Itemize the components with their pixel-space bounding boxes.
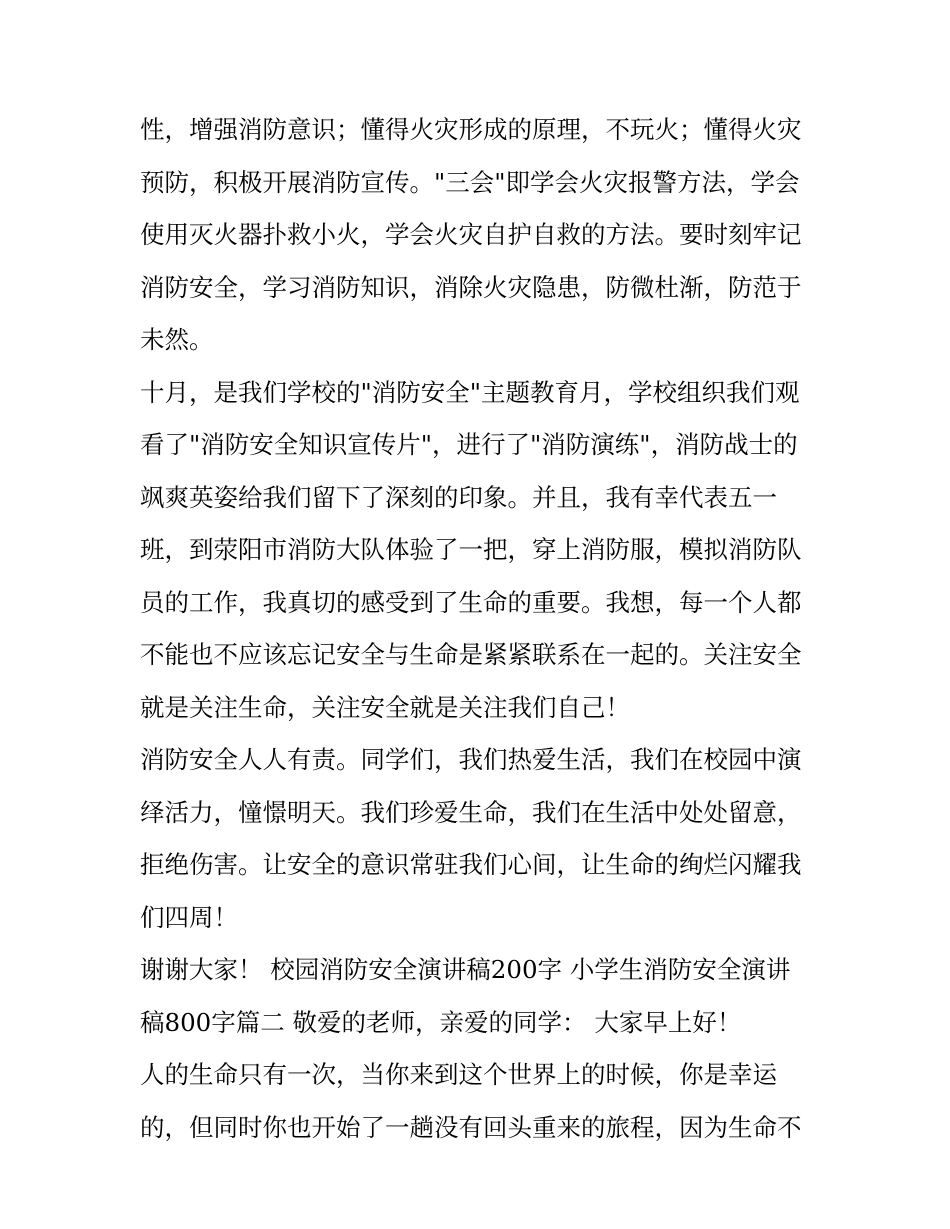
text-line: 不能也不应该忘记安全与生命是紧紧联系在一起的。关注安全 <box>140 640 802 669</box>
text-line: 预防，积极开展消防宣传。"三会"即学会火灾报警方法，学会 <box>140 167 800 197</box>
text-line: 员的工作，我真切的感受到了生命的重要。我想，每一个人都 <box>140 587 802 617</box>
text-line: 的，但同时你也开始了一趟没有回头重来的旅程，因为生命不 <box>140 1112 802 1142</box>
document-body <box>140 104 820 1154</box>
text-line: 使用灭火器扑救小火，学会火灾自护自救的方法。要时刻牢记 <box>140 220 802 249</box>
text-line: 们四周！ <box>140 902 238 932</box>
text-line: 性，增强消防意识；懂得火灾形成的原理，不玩火；懂得火灾 <box>140 115 802 144</box>
text-line: 看了"消防安全知识宣传片"，进行了"消防演练"，消防战士的 <box>140 430 798 459</box>
text-line: 拒绝伤害。让安全的意识常驻我们心间，让生命的绚烂闪耀我 <box>140 850 802 879</box>
text-line: 消防安全人人有责。同学们，我们热爱生活，我们在校园中演 <box>140 745 802 774</box>
text-line: 班，到荥阳市消防大队体验了一把，穿上消防服，模拟消防队 <box>140 535 802 564</box>
text-line: 未然。 <box>140 325 214 354</box>
text-line: 人的生命只有一次，当你来到这个世界上的时候，你是幸运 <box>140 1060 777 1089</box>
text-line: 稿800字篇二 敬爱的老师，亲爱的同学： 大家早上好！ <box>140 1007 742 1037</box>
text-line: 就是关注生命，关注安全就是关注我们自己！ <box>140 692 630 722</box>
text-line: 飒爽英姿给我们留下了深刻的印象。并且，我有幸代表五一 <box>140 482 777 512</box>
text-line: 谢谢大家！ 校园消防安全演讲稿200字 小学生消防安全演讲 <box>140 955 791 984</box>
text-line: 十月，是我们学校的"消防安全"主题教育月，学校组织我们观 <box>140 377 800 407</box>
text-line: 绎活力，憧憬明天。我们珍爱生命，我们在生活中处处留意， <box>140 797 802 827</box>
text-line: 消防安全，学习消防知识，消除火灾隐患，防微杜渐，防范于 <box>140 272 802 302</box>
